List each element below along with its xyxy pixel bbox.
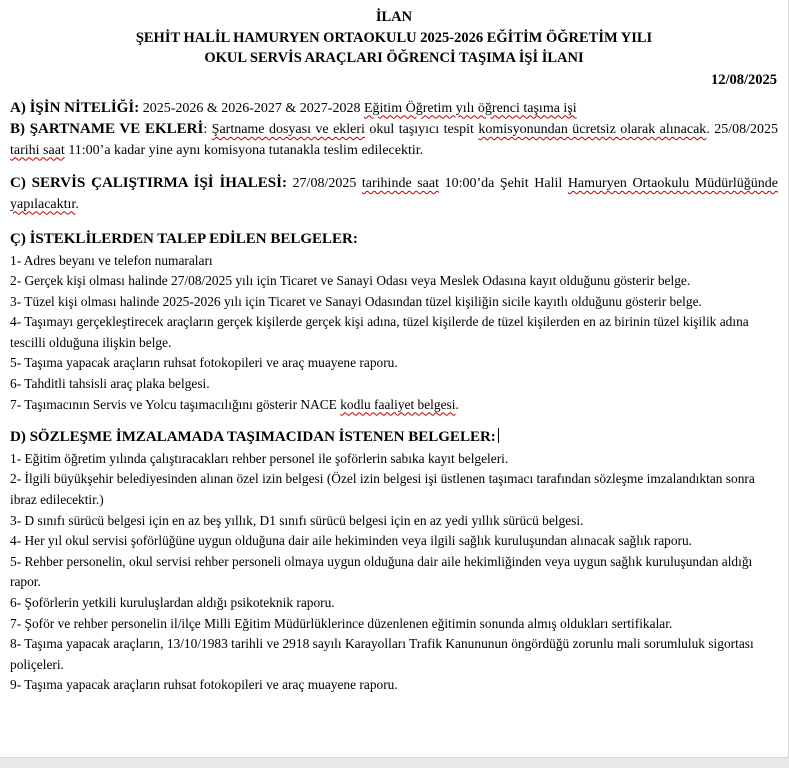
header-line-school: ŞEHİT HALİL HAMURYEN ORTAOKULU 2025-2026 EĞİTİM ÖĞRETİM YILI <box>135 29 653 46</box>
list-item: 5- Rehber personelin, okul servisi rehber personeli olmaya uygun olduğuna dair aile hekimliğinden veya uygun sağlık kuruluşundan aldığı rapor. <box>10 553 753 590</box>
section-d-heading <box>10 427 778 449</box>
section-c-text-5: . <box>75 196 79 212</box>
section-b-text-2: okul taşıyıcı tespit <box>364 122 479 137</box>
section-c-text-3: 10:00’da Şehit Halil <box>439 176 568 191</box>
list-item: 3- Tüzel kişi olması halinde 2025-2026 yılı için Ticaret ve Sanayi Odasından tüzel kişiliğin sicile kayıtlı olduğunu gösterir belge. <box>10 293 702 309</box>
section-b-text-4: . 25/08/2025 <box>706 122 779 137</box>
section-b <box>10 119 778 161</box>
section-b-text-5: tarihi saat <box>10 142 65 158</box>
section-c-text-2: tarihinde saat <box>361 176 439 191</box>
list-item: 2- Gerçek kişi olması halinde 27/08/2025 yılı için Ticaret ve Sanayi Odası veya Meslek Odasına kayıt olduğunu gösterir belge. <box>10 273 691 289</box>
text-cursor <box>498 428 499 443</box>
list-item: 6- Tahditli tahsisli araç plaka belgesi. <box>10 376 210 392</box>
section-d-title: D) SÖZLEŞME İMZALAMADA TAŞIMACIDAN İSTENEN BELGELER: <box>10 429 496 446</box>
item7-prefix: 7- Taşımacının Servis ve Yolcu taşımacılığını gösterir NACE <box>10 396 341 412</box>
section-c-title: C) SERVİS ÇALIŞTIRMA İŞİ İHALESİ: <box>10 175 287 191</box>
section-a-years: 2025-2026 & 2026-2027 & 2027-2028 <box>139 100 364 116</box>
page-bottom-margin <box>0 758 789 768</box>
section-b-title: B) ŞARTNAME VE EKLERİ <box>10 121 204 137</box>
section-a-line <box>10 98 778 120</box>
section-b-text-6: 11:00’a kadar yine aynı komisyona tutanakla teslim edilecektir. <box>64 142 424 158</box>
list-item: 6- Şoförlerin yetkili kuruluşlardan aldığı psikoteknik raporu. <box>10 594 335 610</box>
list-item: 4- Taşımayı gerçekleştirecek araçların gerçek kişilerde gerçek kişi adına, tüzel kişilerde de tüzel kişilerden en az birinin tüzel kişilik adına tescilli olduğuna ilişkin belge. <box>10 314 749 350</box>
list-item: 3- D sınıfı sürücü belgesi için en az beş yıllık, D1 sınıfı sürücü belgesi için en az yedi yıllık sürücü belgesi. <box>10 512 584 528</box>
list-item: 8- Taşıma yapacak araçların, 13/10/1983 tarihli ve 2918 sayılı Karayolları Trafik Kanununun öngördüğü zorunlu mali sorumluluk sigortası poliçeleri. <box>10 636 754 672</box>
list-item: 4- Her yıl okul servisi şoförlüğüne uygun olduğuna dair aile hekiminden veya ilgili sağlık kuruluşundan alınacak sağlık raporu. <box>10 533 693 549</box>
section-a-title: A) İŞİN NİTELİĞİ: <box>10 99 140 116</box>
section-b-colon: : <box>203 122 212 137</box>
section-ch <box>10 229 778 415</box>
header-line-subject: OKUL SERVİS ARAÇLARI ÖĞRENCİ TAŞIMA İŞİ İLANI <box>204 50 584 66</box>
list-item: 2- İlgili büyükşehir belediyesinden alınan özel izin belgesi (Özel izin belgesi işi üstlenen taşımacı tarafından sözleşme imzalandıktan sonra ibraz edilecektir.) <box>10 471 755 507</box>
list-item: 7- Şoför ve rehber personelin il/ilçe Milli Eğitim Müdürlüklerince düzenlenen eğitimin sonunda almış oldukları sertifikalar. <box>10 615 673 631</box>
document-header <box>10 7 778 69</box>
section-ch-list <box>10 251 778 416</box>
section-d-list <box>10 449 778 696</box>
section-c <box>10 173 778 215</box>
section-b-text-3: komisyonundan ücretsiz olarak alınacak <box>478 122 707 137</box>
document-date: 12/08/2025 <box>710 71 777 88</box>
section-a-subject: Eğitim Öğretim yılı öğrenci taşıma işi <box>363 100 577 116</box>
list-item: 1- Adres beyanı ve telefon numaraları <box>10 252 213 268</box>
section-b-text-1: Şartname dosyası ve ekleri <box>211 122 365 137</box>
section-ch-title: Ç) İSTEKLİLERDEN TALEP EDİLEN BELGELER: <box>10 231 358 247</box>
list-item: 9- Taşıma yapacak araçların ruhsat fotokopileri ve araç muayene raporu. <box>10 677 398 693</box>
section-a <box>10 98 778 162</box>
section-d <box>10 427 778 696</box>
section-c-text-4: Hamuryen Ortaokulu Müdürlüğünde yapılacaktır <box>10 176 779 212</box>
list-item: 5- Taşıma yapacak araçların ruhsat fotokopileri ve araç muayene raporu. <box>10 355 398 371</box>
list-item: 1- Eğitim öğretim yılında çalıştıracakları rehber personel ile şoförlerin sabıka kayıt belgeleri. <box>10 450 509 466</box>
list-item <box>10 395 778 416</box>
header-line-ilan: İLAN <box>375 9 413 25</box>
item7-suffix: . <box>455 396 459 412</box>
item7-nace-text: kodlu faaliyet belgesi <box>340 396 456 412</box>
section-c-text-1: 27/08/2025 <box>286 176 362 191</box>
